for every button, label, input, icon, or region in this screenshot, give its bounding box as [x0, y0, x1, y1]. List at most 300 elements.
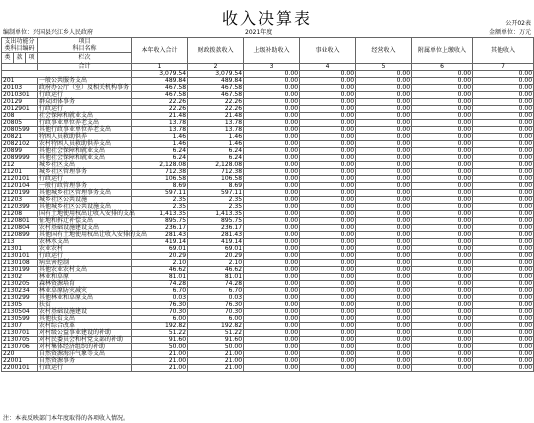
row-value: 0.00	[244, 85, 300, 92]
row-value: 6.00	[132, 316, 188, 323]
row-value: 0.00	[244, 365, 300, 372]
row-name: 对村民委员会和村党支部的补助	[38, 337, 132, 344]
row-value: 0.00	[356, 246, 412, 253]
row-value: 0.00	[356, 344, 412, 351]
row-value: 0.00	[473, 148, 534, 155]
row-value: 0.00	[300, 85, 356, 92]
row-value: 597.11	[132, 190, 188, 197]
row-value: 0.00	[356, 197, 412, 204]
row-value: 0.00	[473, 288, 534, 295]
row-value: 74.28	[132, 281, 188, 288]
row-code: 2120804	[2, 225, 38, 232]
row-value: 0.00	[412, 260, 473, 267]
row-value: 0.00	[473, 169, 534, 176]
row-value: 21.00	[132, 351, 188, 358]
row-code: 21302	[2, 274, 38, 281]
row-value: 0.00	[412, 344, 473, 351]
col-num-3: 3	[244, 64, 300, 71]
col-num-4: 4	[300, 64, 356, 71]
row-value: 0.00	[244, 190, 300, 197]
row-value: 0.00	[412, 141, 473, 148]
row-value: 0.00	[300, 309, 356, 316]
table-row	[2, 232, 534, 239]
row-value: 0.00	[356, 253, 412, 260]
table-row	[2, 295, 534, 302]
row-value: 0.00	[300, 169, 356, 176]
row-value: 0.00	[244, 323, 300, 330]
row-value: 0.00	[244, 183, 300, 190]
row-value: 0.00	[244, 78, 300, 85]
row-code: 2130108	[2, 260, 38, 267]
row-value: 0.00	[412, 106, 473, 113]
row-code: 2130599	[2, 316, 38, 323]
row-value: 0.00	[244, 169, 300, 176]
row-value: 20.29	[132, 253, 188, 260]
row-value: 6.24	[132, 155, 188, 162]
row-value: 0.00	[300, 330, 356, 337]
row-value: 0.00	[412, 330, 473, 337]
row-value: 0.00	[300, 253, 356, 260]
row-value: 0.00	[356, 288, 412, 295]
row-value: 0.00	[473, 365, 534, 372]
row-value: 0.00	[300, 106, 356, 113]
total-label: 合计	[38, 64, 132, 71]
table-row	[2, 155, 534, 162]
row-value: 0.00	[412, 274, 473, 281]
row-name: 森林资源培育	[38, 281, 132, 288]
row-value: 22.26	[132, 99, 188, 106]
row-value: 467.58	[132, 92, 188, 99]
row-value: 0.00	[300, 218, 356, 225]
row-value: 22.26	[188, 106, 244, 113]
row-value: 0.00	[412, 190, 473, 197]
row-name: 城乡社区支出	[38, 162, 132, 169]
row-name: 对村集体经济组织的补助	[38, 344, 132, 351]
row-value: 0.00	[300, 239, 356, 246]
row-value: 0.00	[356, 351, 412, 358]
row-value: 419.14	[132, 239, 188, 246]
row-value: 0.00	[356, 99, 412, 106]
row-code: 20899	[2, 148, 38, 155]
row-value: 0.00	[473, 155, 534, 162]
income-table	[1, 37, 534, 372]
table-row	[2, 92, 534, 99]
row-value: 0.00	[244, 204, 300, 211]
unit-label: 编制单位：兴国县兴江乡人民政府	[3, 29, 94, 36]
form-code: 公开02表	[505, 20, 531, 27]
row-value: 0.00	[473, 113, 534, 120]
row-value: 0.00	[356, 365, 412, 372]
row-value: 70.30	[188, 309, 244, 316]
row-value: 0.00	[300, 295, 356, 302]
row-value: 0.00	[412, 302, 473, 309]
row-name: 扶贫	[38, 302, 132, 309]
row-code: 2120801	[2, 218, 38, 225]
row-value: 0.00	[356, 295, 412, 302]
table-row	[2, 253, 534, 260]
row-code: 2120104	[2, 183, 38, 190]
row-value: 1.46	[188, 134, 244, 141]
lei-header: 类	[2, 53, 14, 64]
row-value: 0.00	[356, 134, 412, 141]
row-name: 行政事业单位养老支出	[38, 120, 132, 127]
row-value: 0.00	[356, 302, 412, 309]
row-value: 0.00	[300, 183, 356, 190]
row-value: 13.78	[132, 127, 188, 134]
row-value: 0.00	[356, 358, 412, 365]
row-value: 0.00	[244, 253, 300, 260]
row-value: 1.46	[188, 141, 244, 148]
row-value: 2.35	[132, 204, 188, 211]
row-value: 0.00	[412, 232, 473, 239]
row-value: 0.00	[244, 281, 300, 288]
row-value: 0.00	[300, 337, 356, 344]
row-value: 0.00	[244, 295, 300, 302]
row-value: 0.00	[356, 260, 412, 267]
row-value: 0.00	[412, 120, 473, 127]
row-value: 0.00	[412, 92, 473, 99]
row-value: 0.00	[412, 239, 473, 246]
row-value: 467.58	[132, 85, 188, 92]
row-value: 91.60	[188, 337, 244, 344]
row-value: 0.00	[244, 316, 300, 323]
row-value: 0.00	[356, 113, 412, 120]
row-value: 0.00	[300, 365, 356, 372]
row-value: 0.00	[473, 267, 534, 274]
row-name: 行政运行	[38, 92, 132, 99]
row-value: 0.00	[412, 176, 473, 183]
row-name: 其他农业农村支出	[38, 267, 132, 274]
row-code: 2012901	[2, 106, 38, 113]
row-value: 0.00	[244, 302, 300, 309]
table-row	[2, 239, 534, 246]
row-value: 0.00	[356, 78, 412, 85]
row-value: 0.00	[412, 218, 473, 225]
row-value: 0.00	[356, 281, 412, 288]
row-value: 0.00	[412, 183, 473, 190]
footnote: 注：本表反映部门本年度取得的各项收入情况。	[3, 415, 130, 422]
row-value: 192.82	[188, 323, 244, 330]
row-value: 8.69	[132, 183, 188, 190]
row-value: 0.00	[300, 127, 356, 134]
row-value: 0.00	[412, 225, 473, 232]
row-value: 0.00	[300, 176, 356, 183]
row-value: 2.10	[188, 260, 244, 267]
row-name: 行政运行	[38, 365, 132, 372]
row-value: 0.00	[473, 281, 534, 288]
row-value: 0.00	[473, 176, 534, 183]
row-value: 0.00	[473, 246, 534, 253]
row-code: 2130101	[2, 253, 38, 260]
row-code: 2130705	[2, 337, 38, 344]
row-value: 0.00	[300, 204, 356, 211]
row-code: 20805	[2, 120, 38, 127]
row-value: 6.24	[132, 148, 188, 155]
row-value: 0.00	[473, 302, 534, 309]
row-value: 0.00	[300, 232, 356, 239]
row-value: 467.58	[188, 92, 244, 99]
row-value: 0.00	[356, 239, 412, 246]
row-name: 其他行政事业单位养老支出	[38, 127, 132, 134]
row-name: 林业草原防灾减灾	[38, 288, 132, 295]
row-value: 0.00	[244, 274, 300, 281]
row-value: 0.00	[412, 281, 473, 288]
row-value: 1,413.35	[132, 211, 188, 218]
row-value: 0.00	[412, 162, 473, 169]
row-value: 0.00	[244, 267, 300, 274]
row-code: 2130205	[2, 281, 38, 288]
row-value: 712.38	[132, 169, 188, 176]
row-value: 0.00	[473, 162, 534, 169]
row-value: 0.00	[300, 211, 356, 218]
row-name: 国有土地使用权出让收入安排的支出	[39, 210, 136, 217]
table-row	[2, 309, 534, 316]
row-name: 对村级公益事业建设的补助	[38, 330, 132, 337]
row-value: 0.00	[356, 148, 412, 155]
row-value: 0.00	[356, 211, 412, 218]
row-value: 6.24	[188, 148, 244, 155]
row-value: 0.00	[300, 323, 356, 330]
row-value: 0.00	[412, 148, 473, 155]
row-value: 0.00	[412, 358, 473, 365]
row-value: 895.75	[132, 218, 188, 225]
row-value: 0.00	[356, 232, 412, 239]
table-row	[2, 358, 534, 365]
row-value: 0.00	[300, 351, 356, 358]
row-value: 0.00	[244, 148, 300, 155]
row-value: 21.00	[132, 358, 188, 365]
row-value: 0.00	[300, 155, 356, 162]
row-name: 城乡社区管理事务	[38, 169, 132, 176]
row-value: 0.00	[412, 267, 473, 274]
row-value: 0.00	[300, 148, 356, 155]
row-value: 51.22	[188, 330, 244, 337]
table-row	[2, 316, 534, 323]
xiang-header: 项	[26, 53, 38, 64]
row-code: 2120899	[2, 232, 38, 239]
row-value: 0.00	[244, 99, 300, 106]
row-value: 0.03	[132, 295, 188, 302]
row-code: 212	[2, 162, 38, 169]
row-value: 0.00	[356, 127, 412, 134]
col-header-6: 附属单位上缴收入	[412, 38, 473, 64]
row-value: 0.00	[473, 316, 534, 323]
row-name: 政府办公厅（室）及相关机构事务	[38, 85, 132, 92]
row-code: 20129	[2, 99, 38, 106]
row-value: 0.00	[473, 211, 534, 218]
row-code: 2130299	[2, 295, 38, 302]
row-value: 0.00	[244, 113, 300, 120]
row-value: 0.03	[188, 295, 244, 302]
row-value: 281.43	[188, 232, 244, 239]
table-row	[2, 267, 534, 274]
row-value: 0.00	[356, 337, 412, 344]
row-value: 0.00	[412, 211, 473, 218]
row-code: 2130701	[2, 330, 38, 337]
table-row	[2, 274, 534, 281]
row-name: 农村基础设施建设支出	[38, 225, 132, 232]
row-value: 0.00	[244, 127, 300, 134]
row-name: 一般公共服务支出	[38, 78, 132, 85]
row-value: 281.43	[132, 232, 188, 239]
row-value: 0.00	[473, 295, 534, 302]
row-value: 0.00	[300, 288, 356, 295]
row-name: 其他城乡社区公共设施支出	[38, 204, 132, 211]
row-value: 0.00	[412, 204, 473, 211]
row-code: 21307	[2, 323, 38, 330]
row-value: 0.00	[473, 239, 534, 246]
row-value: 8.69	[188, 183, 244, 190]
row-value: 2,128.08	[132, 162, 188, 169]
row-value: 0.00	[244, 344, 300, 351]
row-value: 0.00	[300, 260, 356, 267]
row-value: 489.84	[132, 78, 188, 85]
row-value: 0.00	[473, 225, 534, 232]
table-row	[2, 246, 534, 253]
row-value: 0.00	[356, 218, 412, 225]
row-value: 0.00	[244, 288, 300, 295]
row-value: 74.28	[188, 281, 244, 288]
row-value: 0.00	[244, 134, 300, 141]
row-value: 69.01	[132, 246, 188, 253]
row-value: 0.00	[244, 330, 300, 337]
row-value: 51.22	[132, 330, 188, 337]
row-value: 76.30	[188, 302, 244, 309]
row-value: 13.78	[188, 120, 244, 127]
row-value: 0.00	[300, 316, 356, 323]
row-value: 6.70	[188, 288, 244, 295]
row-value: 0.00	[300, 78, 356, 85]
row-value: 0.00	[412, 323, 473, 330]
row-value: 1.46	[132, 134, 188, 141]
row-value: 0.00	[412, 295, 473, 302]
row-value: 0.00	[244, 197, 300, 204]
row-value: 0.00	[473, 232, 534, 239]
row-code: 2082102	[2, 141, 38, 148]
row-value: 0.00	[412, 253, 473, 260]
row-value: 0.00	[244, 218, 300, 225]
row-value: 0.00	[473, 85, 534, 92]
row-code: 21201	[2, 169, 38, 176]
row-value: 6.70	[132, 288, 188, 295]
row-value: 0.00	[473, 337, 534, 344]
row-value: 0.00	[356, 162, 412, 169]
row-code: 21305	[2, 302, 38, 309]
row-name: 其他社会保障和就业支出	[38, 148, 132, 155]
row-value: 2.35	[132, 197, 188, 204]
col-num-7: 7	[473, 64, 534, 71]
row-value: 2,128.08	[188, 162, 244, 169]
row-value: 0.00	[356, 190, 412, 197]
row-value: 0.00	[300, 358, 356, 365]
row-name: 农村特困人员救助供养支出	[38, 141, 132, 148]
row-name: 农村基础设施建设	[38, 309, 132, 316]
row-value: 489.84	[188, 78, 244, 85]
row-value: 0.00	[473, 92, 534, 99]
row-name: 自然资源事务	[38, 358, 132, 365]
row-value: 0.00	[412, 155, 473, 162]
row-value: 2.10	[132, 260, 188, 267]
row-code: 2130234	[2, 288, 38, 295]
row-code: 22001	[2, 358, 38, 365]
row-name: 病虫害控制	[38, 260, 132, 267]
row-code: 220	[2, 351, 38, 358]
row-value: 0.00	[300, 302, 356, 309]
row-value: 0.00	[412, 113, 473, 120]
row-value: 2.35	[188, 197, 244, 204]
col-header-4: 事业收入	[300, 38, 356, 64]
row-value: 0.00	[473, 358, 534, 365]
row-code: 2130199	[2, 267, 38, 274]
row-value: 0.00	[473, 253, 534, 260]
row-value: 0.00	[300, 197, 356, 204]
row-value: 0.00	[300, 113, 356, 120]
table-row	[2, 365, 534, 372]
row-value: 0.00	[356, 267, 412, 274]
page-title: 收入决算表	[221, 9, 312, 28]
row-value: 46.62	[132, 267, 188, 274]
row-value: 0.00	[473, 99, 534, 106]
row-value: 0.00	[356, 176, 412, 183]
row-value: 0.00	[356, 225, 412, 232]
row-value: 0.00	[473, 204, 534, 211]
row-value: 0.00	[473, 190, 534, 197]
col-header-1: 本年收入合计	[132, 38, 188, 64]
row-value: 21.00	[188, 351, 244, 358]
row-value: 50.00	[132, 344, 188, 351]
row-value: 0.00	[356, 141, 412, 148]
row-value: 0.00	[300, 141, 356, 148]
row-value: 0.00	[356, 169, 412, 176]
row-value: 21.48	[132, 113, 188, 120]
row-code: 2130504	[2, 309, 38, 316]
row-value: 0.00	[473, 218, 534, 225]
row-value: 419.14	[188, 239, 244, 246]
row-value: 0.00	[356, 330, 412, 337]
row-value: 0.00	[412, 169, 473, 176]
row-code: 2120101	[2, 176, 38, 183]
table-row	[2, 99, 534, 106]
row-name: 社会保障和就业支出	[38, 113, 132, 120]
row-value: 0.00	[356, 85, 412, 92]
row-value: 0.00	[473, 309, 534, 316]
row-name: 林业和草原	[38, 274, 132, 281]
row-value: 0.00	[244, 309, 300, 316]
row-value: 0.00	[300, 120, 356, 127]
row-value: 0.00	[300, 162, 356, 169]
row-code: 2200101	[2, 365, 38, 372]
row-value: 0.00	[244, 260, 300, 267]
col-header-5: 经营收入	[356, 38, 412, 64]
row-value: 69.01	[188, 246, 244, 253]
row-value: 50.00	[188, 344, 244, 351]
row-value: 106.58	[132, 176, 188, 183]
row-code: 21208	[2, 211, 38, 218]
row-value: 0.00	[300, 134, 356, 141]
row-name: 群众团体事务	[38, 99, 132, 106]
row-value: 0.00	[300, 99, 356, 106]
row-value: 467.58	[188, 85, 244, 92]
col-num-6: 6	[412, 64, 473, 71]
table-row	[2, 169, 534, 176]
row-value: 0.00	[473, 78, 534, 85]
row-value: 0.00	[244, 211, 300, 218]
row-code: 213	[2, 239, 38, 246]
row-value: 0.00	[473, 344, 534, 351]
row-value: 0.00	[244, 176, 300, 183]
row-value: 0.00	[473, 106, 534, 113]
table-row	[2, 85, 534, 92]
